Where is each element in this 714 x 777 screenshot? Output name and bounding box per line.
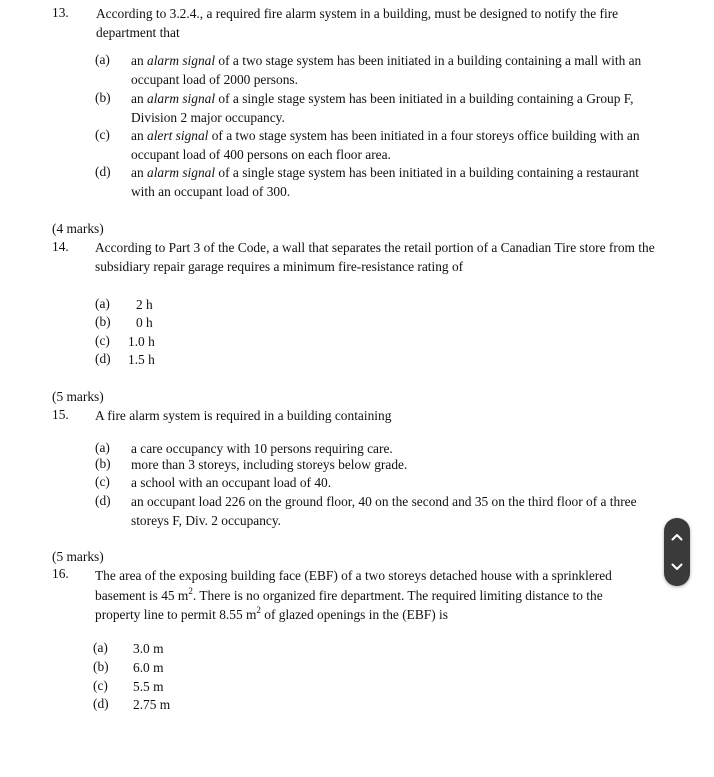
option-letter: (c): [95, 333, 110, 348]
option-b-text: 6.0 m: [133, 660, 164, 675]
option-a-text: 2 h: [136, 297, 153, 312]
question-number: 13.: [52, 5, 69, 20]
question-stem: According to 3.2.4., a required fire alarm system in a building, must be designed to notify the fire department that: [96, 6, 619, 40]
option-b-text: more than 3 storeys, including storeys below grade.: [131, 457, 408, 472]
option-letter: (d): [93, 696, 109, 711]
option-d-text: 1.5 h: [128, 352, 155, 367]
question-stem: A fire alarm system is required in a building containing: [95, 408, 392, 423]
option-a-text: 3.0 m: [133, 641, 164, 656]
option-a-text: a care occupancy with 10 persons requiring care.: [131, 441, 393, 456]
option-letter: (d): [95, 493, 111, 508]
option-b-text: 0 h: [136, 315, 153, 330]
question-number: 15.: [52, 407, 69, 422]
option-letter: (b): [93, 659, 109, 674]
option-c-text: an alert signal of a two stage system has been initiated in a four storeys office building with an occupant load of 400 persons on each floor area.: [131, 128, 640, 162]
question-number: 14.: [52, 239, 69, 254]
chevron-up-icon: [671, 533, 683, 541]
next-button[interactable]: [664, 552, 690, 582]
option-letter: (a): [93, 640, 108, 655]
option-c-text: a school with an occupant load of 40.: [131, 475, 332, 490]
option-b-text: an alarm signal of a single stage system has been initiated in a building containing a Group F, Division 2 major occupancy.: [131, 91, 634, 125]
option-letter: (c): [95, 127, 110, 142]
option-c-text: 1.0 h: [128, 334, 155, 349]
chevron-down-icon: [671, 563, 683, 571]
option-letter: (b): [95, 90, 111, 105]
option-letter: (c): [93, 678, 108, 693]
option-letter: (b): [95, 314, 111, 329]
option-c-text: 5.5 m: [133, 679, 164, 694]
option-d-text: 2.75 m: [133, 697, 171, 712]
marks-label: (5 marks): [52, 549, 104, 564]
option-letter: (d): [95, 351, 111, 366]
option-d-text: an alarm signal of a single stage system has been initiated in a building containing a restaurant with an occupant load of 300.: [131, 165, 640, 199]
option-letter: (a): [95, 296, 110, 311]
question-stem: The area of the exposing building face (EBF) of a two storeys detached house with a sprinklered basement is 45 $m^2$. There is no organized fire department. The required limiting distance to the property line to permit 8.55 $m^2$ of glazed openings in the (EBF) is: [95, 568, 612, 622]
option-d-text: an occupant load 226 on the ground floor, 40 on the second and 35 on the third floor of a three storeys F, Div. 2 occupancy.: [131, 494, 637, 528]
option-letter: (c): [95, 474, 110, 489]
marks-label: (5 marks): [52, 389, 104, 404]
previous-button[interactable]: [664, 522, 690, 552]
page-nav-control: [664, 518, 690, 586]
option-letter: (a): [95, 52, 110, 67]
option-letter: (b): [95, 456, 111, 471]
option-letter: (d): [95, 164, 111, 179]
option-letter: (a): [95, 440, 110, 455]
option-a-text: an alarm signal of a two stage system has been initiated in a building containing a mall with an occupant load of 2000 persons.: [131, 53, 642, 87]
question-stem: According to Part 3 of the Code, a wall that separates the retail portion of a Canadian Tire store from the subsidiary repair garage requires a minimum fire-resistance rating of: [95, 240, 655, 274]
marks-label: (4 marks): [52, 221, 104, 236]
question-number: 16.: [52, 566, 69, 581]
